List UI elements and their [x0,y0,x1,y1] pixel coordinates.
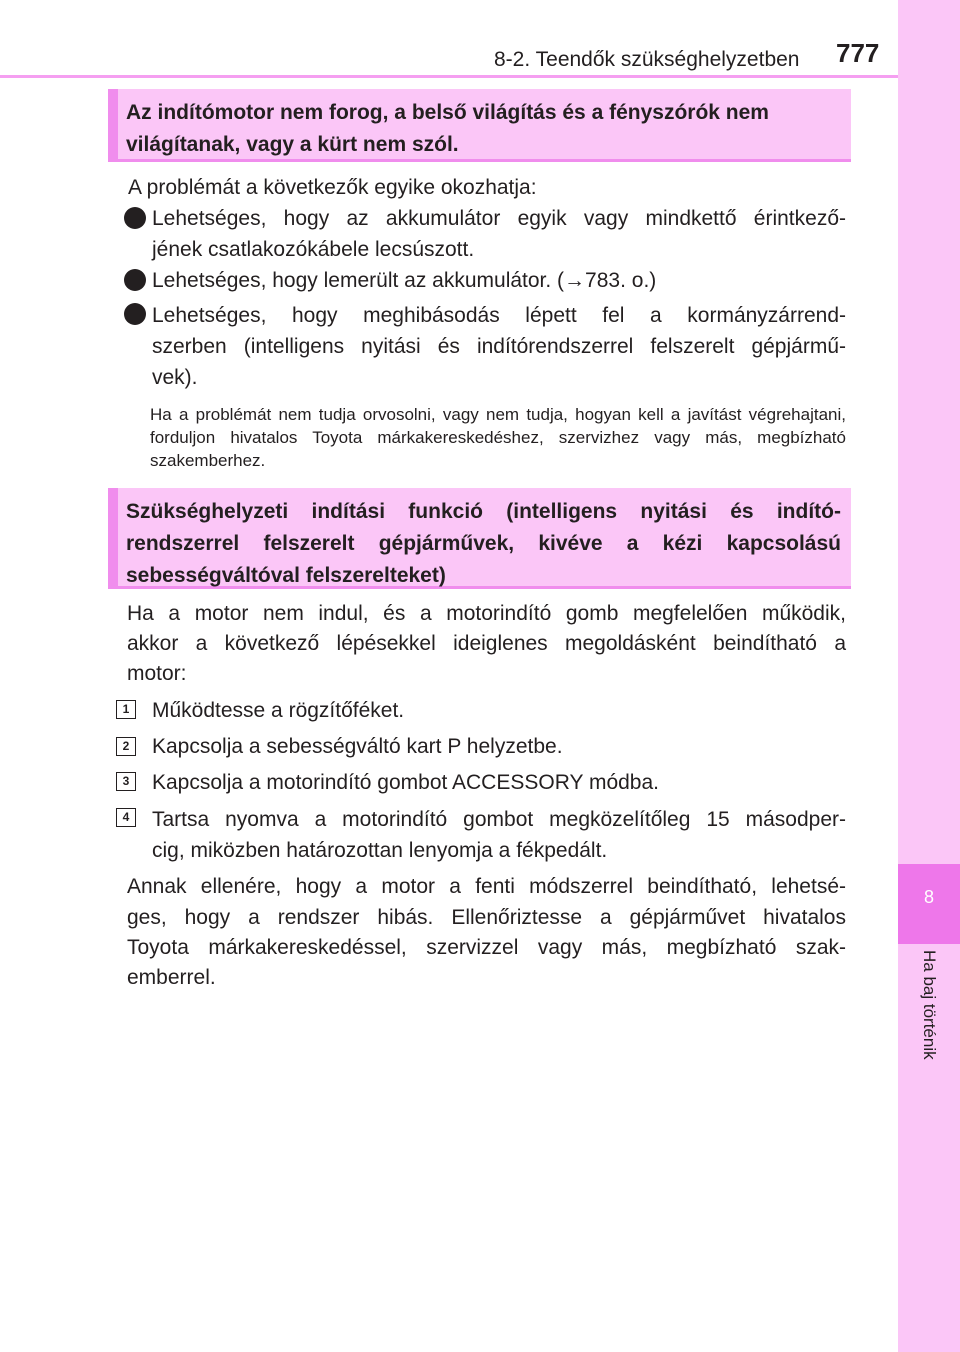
step-1-text: Működtesse a rögzítőféket. [152,699,405,722]
intro-text: A problémát a következők egyike okozhatja: [128,176,537,199]
bullet-icon [124,269,146,291]
bullet-3-line-1: Lehetséges, hogy meghibásodás lépett fel a kormányzárrend- [152,304,846,327]
para-2-line-4: emberrel. [127,966,216,989]
heading-2-line-2: rendszerrel felszerelt gépjárművek, kivéve a kézi kapcsolású [126,532,841,555]
page-number: 777 [836,38,880,68]
para-2-line-3: Toyota márkakereskedéssel, szervizzel vagy más, megbízható szak- [127,936,846,959]
chapter-number[interactable]: 8 [898,864,960,944]
para-2-line-2: ges, hogy a rendszer hibás. Ellenőriztesse a gépjárművet hivatalos [127,906,846,929]
para-2-line-1: Annak ellenére, hogy a motor a fenti módszerrel beindítható, lehetsé- [127,875,846,898]
step-3-text: Kapcsolja a motorindító gombot ACCESSORY módba. [152,771,659,794]
para-1-line-1: Ha a motor nem indul, és a motorindító gomb megfelelően működik, [127,602,846,625]
chapter-side-tab [898,0,960,1352]
step-number-3: 3 [116,772,136,791]
step-2-text: Kapcsolja a sebességváltó kart P helyzetbe. [152,735,563,758]
bullet-1-line-2: jének csatlakozókábele lecsúszott. [152,238,475,261]
chapter-label: Ha baj történik [920,950,939,1060]
note-text: Ha a problémát nem tudja orvosolni, vagy nem tudja, hogyan kell a javítást végrehajtani, forduljon hivatalos Toyota márkakereskedéshez, szervizhez vagy más, megbízható szakemberhez. [150,405,846,470]
para-1-line-3: motor: [127,662,187,685]
bullet-icon [124,303,146,325]
bullet-icon [124,207,146,229]
bullet-3-line-2: szerben (intelligens nyitási és indítórendszerrel felszerelt gépjármű- [152,335,846,358]
bullet-3-line-3: vek). [152,366,198,389]
header-rule [0,75,898,78]
para-1-line-2: akkor a következő lépésekkel ideiglenes megoldásként beindítható a [127,632,846,655]
section-title: 8-2. Teendők szükséghelyzetben [494,48,800,71]
heading-2-line-1: Szükséghelyzeti indítási funkció (intelligens nyitási és indító- [126,500,841,523]
step-number-4: 4 [116,808,136,827]
section-heading-2 [108,488,851,589]
section-heading-1: Az indítómotor nem forog, a belső világítás és a fényszórók nem világítanak, vagy a kürt nem szól. [108,89,851,162]
step-number-2: 2 [116,737,136,756]
bullet-2-line-1: Lehetséges, hogy lemerült az akkumulátor. (→783. o.) [152,269,657,292]
step-4-line-1: Tartsa nyomva a motorindító gombot megközelítőleg 15 másodper- [152,808,846,831]
step-4-line-2: cig, miközben határozottan lenyomja a fékpedált. [152,839,608,862]
step-number-1: 1 [116,700,136,719]
bullet-1-line-1: Lehetséges, hogy az akkumulátor egyik vagy mindkettő érintkező- [152,207,846,230]
heading-2-line-3: sebességváltóval felszerelteket) [126,564,446,587]
